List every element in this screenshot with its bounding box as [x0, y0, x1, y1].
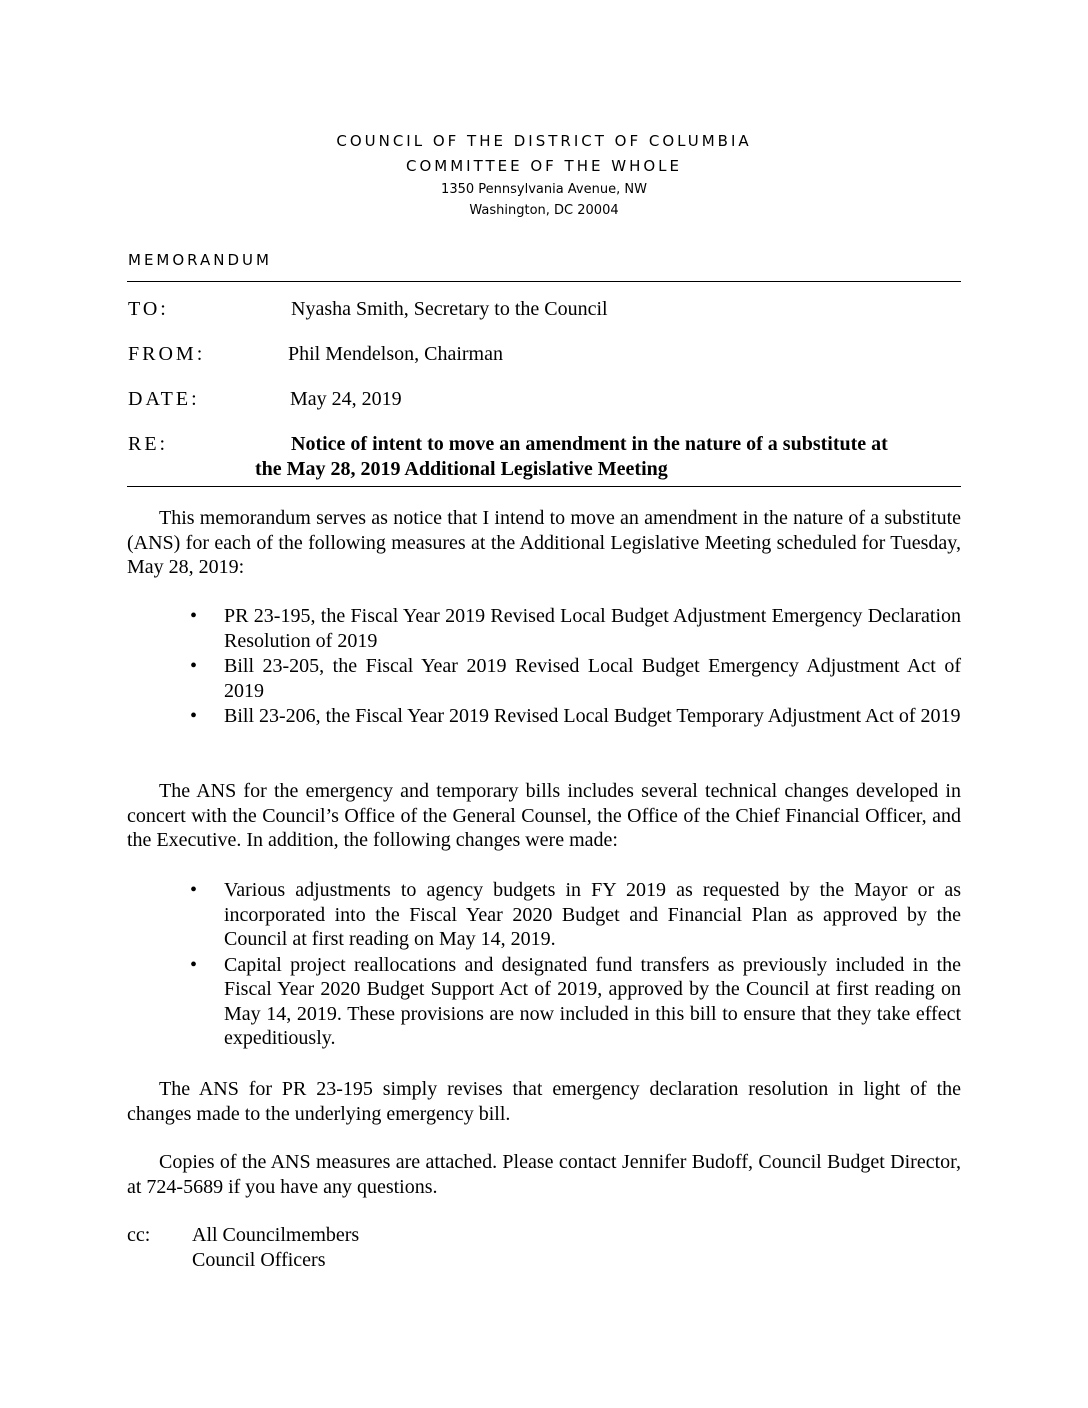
closing-paragraph: Copies of the ANS measures are attached. Please contact Jennifer Budoff, Council Budget Director, at 724-5689 if you have any questions. — [127, 1151, 961, 1198]
intro-paragraph: This memorandum serves as notice that I intend to move an amendment in the nature of a substitute (ANS) for each of the following measures at the Additional Legislative Meeting scheduled for Tuesday, May 28, 2019: — [127, 507, 961, 578]
cc-recipient: Council Officers — [192, 1248, 326, 1271]
subject-divider — [127, 486, 961, 487]
bullet-icon: • — [190, 655, 198, 677]
council-name: COUNCIL OF THE DISTRICT OF COLUMBIA — [336, 132, 752, 150]
from-label: FROM: — [128, 343, 206, 365]
committee-name: COMMITTEE OF THE WHOLE — [405, 157, 682, 175]
cc-recipient: All Councilmembers — [192, 1224, 360, 1246]
bullet-icon: • — [190, 605, 198, 627]
measure-text: Bill 23-206, the Fiscal Year 2019 Revised Local Budget Temporary Adjustment Act of 2019 — [224, 705, 961, 727]
list-item — [190, 878, 961, 952]
ans-changes-paragraph: The ANS for the emergency and temporary bills includes several technical changes developed in concert with the Council’s Office of the General Counsel, the Office of the Chief Financial Officer, and the Executive. In addition, the following changes were made: — [127, 780, 961, 851]
changes-list — [190, 878, 961, 1051]
re-subject-line-1: Notice of intent to move an amendment in the nature of a substitute at — [291, 433, 888, 455]
bullet-icon: • — [190, 953, 198, 976]
date-label: DATE: — [128, 388, 200, 410]
list-item — [190, 704, 961, 729]
cc-recipients — [192, 1223, 359, 1272]
date-value: May 24, 2019 — [290, 388, 402, 410]
re-subject-line-2: the May 28, 2019 Additional Legislative Meeting — [255, 457, 668, 480]
resolution-paragraph: The ANS for PR 23-195 simply revises that emergency declaration resolution in light of the changes made to the underlying emergency bill. — [127, 1078, 961, 1125]
memo-title: MEMORANDUM — [128, 251, 272, 269]
re-label: RE: — [128, 433, 169, 455]
list-item — [190, 953, 961, 1051]
measures-list — [190, 604, 961, 729]
change-text: Capital project reallocations and designated fund transfers as previously included in the Fiscal Year 2020 Budget Support Act of 2019, approved by the Council at first reading on May 14, 2019. These provisions are now included in this bill to ensure that they take effect expeditiously. — [224, 953, 961, 1049]
list-item — [190, 654, 961, 703]
to-label: TO: — [128, 298, 169, 320]
measure-text: Bill 23-205, the Fiscal Year 2019 Revised Local Budget Emergency Adjustment Act of 2019 — [224, 655, 961, 702]
change-text: Various adjustments to agency budgets in FY 2019 as requested by the Mayor or as incorporated into the Fiscal Year 2020 Budget and Financial Plan as approved by the Council at first reading on May 14, 2019. — [224, 879, 961, 950]
list-item — [190, 604, 961, 653]
measure-text: PR 23-195, the Fiscal Year 2019 Revised Local Budget Adjustment Emergency Declaration Resolution of 2019 — [224, 605, 961, 652]
to-value: Nyasha Smith, Secretary to the Council — [291, 298, 608, 320]
from-value: Phil Mendelson, Chairman — [288, 343, 503, 365]
re-subject — [255, 432, 961, 481]
bullet-icon: • — [190, 879, 198, 901]
bullet-icon: • — [190, 705, 198, 727]
cc-label: cc: — [127, 1224, 151, 1246]
address-city: Washington, DC 20004 — [469, 203, 619, 218]
address-street: 1350 Pennsylvania Avenue, NW — [441, 182, 647, 197]
header-divider — [127, 281, 961, 282]
